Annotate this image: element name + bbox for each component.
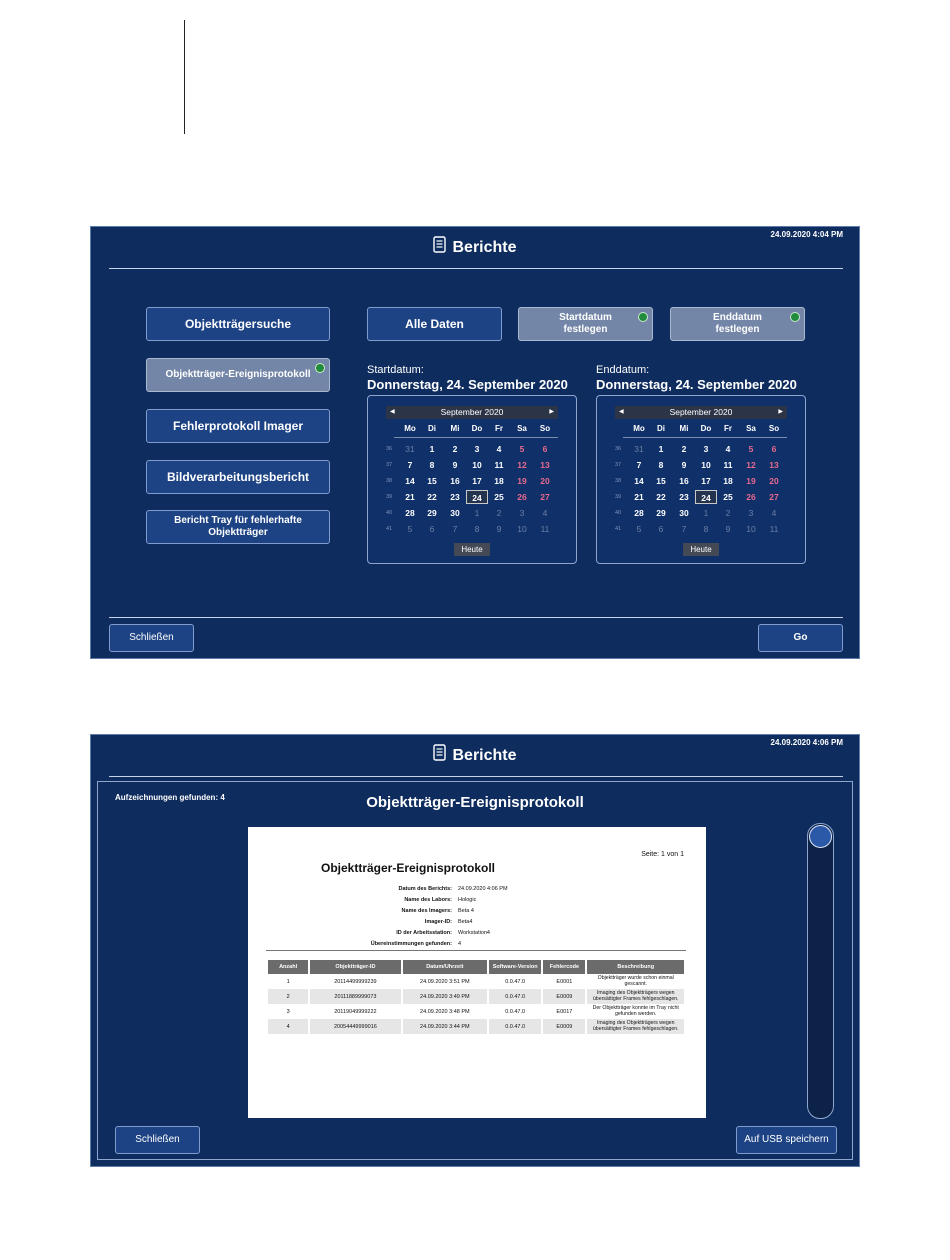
calendar-day[interactable]: 24 <box>695 490 717 504</box>
calendar-day[interactable]: 8 <box>474 524 480 534</box>
table-cell: 3 <box>286 1008 290 1015</box>
calendar-day[interactable]: 30 <box>450 508 460 518</box>
calendar-day[interactable]: 5 <box>748 444 754 454</box>
window-title-text: Berichte <box>452 747 517 765</box>
calendar-day[interactable]: 4 <box>725 444 731 454</box>
calendar-day[interactable]: 27 <box>769 492 779 502</box>
table-cell: E0001 <box>556 978 573 985</box>
week-number: 37 <box>386 462 393 468</box>
set-end-date-button[interactable] <box>670 307 805 341</box>
table-cell: Objektträger wurde schon einmal gescannt. <box>597 974 674 987</box>
calendar-month: September 2020 <box>440 407 504 417</box>
calendar-day[interactable]: 14 <box>405 476 415 486</box>
calendar-day[interactable]: 16 <box>679 476 689 486</box>
status-indicator <box>315 363 325 373</box>
calendar-day[interactable]: 19 <box>517 476 527 486</box>
calendar-day[interactable]: 16 <box>450 476 460 486</box>
report-divider <box>266 950 686 951</box>
weekday-header: Fr <box>724 424 732 433</box>
footer-divider <box>109 617 843 618</box>
week-number: 38 <box>386 478 393 484</box>
close-button[interactable]: Schließen <box>115 1126 200 1154</box>
all-dates-button[interactable]: Alle Daten <box>367 307 502 341</box>
meta-key: Name des Imagers: <box>401 908 452 914</box>
calendar-day[interactable]: 17 <box>472 476 482 486</box>
calendar-day[interactable]: 1 <box>429 444 435 454</box>
meta-value: 4 <box>458 941 462 947</box>
table-cell: 0.0.47.0 <box>505 978 526 985</box>
meta-key: ID der Arbeitsstation: <box>396 930 452 936</box>
calendar-day[interactable]: 23 <box>679 492 689 502</box>
calendar-day[interactable]: 30 <box>679 508 689 518</box>
end-date-calendar <box>596 395 806 564</box>
calendar-day[interactable]: 11 <box>769 524 779 534</box>
calendar-day[interactable]: 23 <box>450 492 460 502</box>
calendar-day[interactable]: 11 <box>723 460 733 470</box>
page-margin-rule <box>184 20 185 134</box>
table-cell: Imaging des Objektträgers wegen übersättigter Frames fehlgeschlagen. <box>587 989 684 1004</box>
week-number: 39 <box>386 494 393 500</box>
report-title: Objektträger-Ereignisprotokoll <box>320 861 496 875</box>
calendar-day[interactable]: 11 <box>540 524 550 534</box>
meta-key: Übereinstimmungen gefunden: <box>370 941 452 947</box>
calendar-day[interactable]: 19 <box>746 476 756 486</box>
calendar-day[interactable]: 29 <box>656 508 666 518</box>
calendar-day[interactable]: 5 <box>636 524 642 534</box>
today-button[interactable]: Heute <box>683 543 719 556</box>
sidebar-item-2[interactable] <box>146 358 330 392</box>
weekday-header: Di <box>428 424 436 433</box>
calendar-divider <box>394 437 558 438</box>
sidebar-item-label: Fehlerprotokoll Imager <box>172 418 304 433</box>
table-row <box>268 974 684 989</box>
calendar-day[interactable]: 7 <box>636 460 642 470</box>
table-cell: 1 <box>286 978 290 985</box>
calendar-day[interactable]: 18 <box>723 476 733 486</box>
set-start-date-button[interactable] <box>518 307 653 341</box>
calendar-day[interactable]: 8 <box>429 460 435 470</box>
meta-value: Beta 4 <box>458 908 474 914</box>
calendar-day[interactable]: 20 <box>540 476 550 486</box>
calendar-day[interactable]: 5 <box>407 524 413 534</box>
table-cell: 24.09.2020 3:49 PM <box>403 989 487 1004</box>
calendar-day[interactable]: 3 <box>474 444 480 454</box>
calendar-day[interactable]: 10 <box>472 460 482 470</box>
page-number: Seite: 1 von 1 <box>641 851 684 858</box>
sidebar-item-3[interactable] <box>146 409 330 443</box>
calendar-day[interactable]: 29 <box>427 508 437 518</box>
table-row <box>268 1019 684 1034</box>
table-header-cell: Beschreibung <box>587 960 684 974</box>
weekday-header: Sa <box>746 424 756 433</box>
weekday-header: Sa <box>517 424 527 433</box>
window-title-text: Berichte <box>452 239 517 257</box>
title-divider <box>109 776 843 777</box>
calendar-day[interactable]: 9 <box>725 524 731 534</box>
meta-value: 24.09.2020 4:06 PM <box>458 886 508 892</box>
start-date-calendar <box>367 395 577 564</box>
next-month-icon[interactable]: ▶ <box>778 409 783 415</box>
weekday-header: Mi <box>679 424 689 433</box>
table-cell: E0009 <box>543 1019 585 1034</box>
table-cell: 0.0.47.0 <box>489 989 541 1004</box>
weekday-header: Di <box>657 424 665 433</box>
prev-month-icon[interactable]: ◀ <box>390 409 395 415</box>
clock: 24.09.2020 4:06 PM <box>770 738 843 747</box>
week-number: 36 <box>615 446 622 452</box>
weekday-header: Mo <box>404 424 416 433</box>
go-button[interactable]: Go <box>758 624 843 652</box>
calendar-day[interactable]: 31 <box>634 444 644 454</box>
calendar-day[interactable]: 18 <box>494 476 504 486</box>
calendar-day[interactable]: 27 <box>540 492 550 502</box>
meta-key: Datum des Berichts: <box>398 886 452 892</box>
weekday-header: Do <box>700 424 712 433</box>
title-divider <box>109 268 843 269</box>
calendar-divider <box>623 437 787 438</box>
calendar-day[interactable]: 12 <box>517 460 527 470</box>
scrollbar-thumb[interactable] <box>809 825 832 848</box>
week-number: 41 <box>386 526 393 532</box>
week-number: 41 <box>615 526 622 532</box>
calendar-day[interactable]: 26 <box>746 492 756 502</box>
calendar-day[interactable]: 22 <box>427 492 437 502</box>
table-header-cell: Fehlercode <box>543 960 585 974</box>
calendar-header <box>615 406 787 419</box>
calendar-day[interactable]: 25 <box>723 492 733 502</box>
week-number: 38 <box>615 478 622 484</box>
scrollbar-track[interactable] <box>807 823 834 1119</box>
calendar-month: September 2020 <box>669 407 733 417</box>
calendar-day[interactable]: 9 <box>496 524 502 534</box>
calendar-day[interactable]: 11 <box>494 460 504 470</box>
meta-value: Beta4 <box>458 919 473 925</box>
report-icon <box>433 236 446 258</box>
weekday-header: So <box>539 424 551 433</box>
weekday-header: Mi <box>450 424 460 433</box>
reports-panel-event-log <box>90 734 860 1167</box>
calendar-day[interactable]: 4 <box>496 444 502 454</box>
week-number: 36 <box>386 446 393 452</box>
window-title <box>91 237 859 259</box>
calendar-day[interactable]: 13 <box>540 460 550 470</box>
clock: 24.09.2020 4:04 PM <box>770 230 843 239</box>
calendar-day[interactable]: 9 <box>452 460 458 470</box>
table-cell: 0.0.47.0 <box>489 1019 541 1034</box>
window-title <box>91 745 859 767</box>
status-indicator <box>638 312 648 322</box>
calendar-day[interactable]: 8 <box>703 524 709 534</box>
table-header-cell: Anzahl <box>268 960 308 974</box>
calendar-day[interactable]: 28 <box>405 508 415 518</box>
table-header-cell: Datum/Uhrzeit <box>403 960 487 974</box>
calendar-day[interactable]: 3 <box>748 508 754 518</box>
next-month-icon[interactable]: ▶ <box>549 409 554 415</box>
start-date-label: Startdatum: <box>367 364 424 376</box>
table-cell: 20119049999222 <box>334 1008 377 1015</box>
table-cell: 20054449999016 <box>310 1019 400 1034</box>
sidebar-item-label: Bildverarbeitungsbericht <box>166 469 310 484</box>
calendar-day[interactable]: 2 <box>496 508 502 518</box>
table-cell: E0017 <box>556 1008 573 1015</box>
table-cell: 20111889999073 <box>310 989 400 1004</box>
calendar-day[interactable]: 6 <box>771 444 777 454</box>
sidebar-item-4[interactable] <box>146 460 330 494</box>
meta-key: Name des Labors: <box>404 897 452 903</box>
save-to-usb-button[interactable]: Auf USB speichern <box>736 1126 837 1154</box>
calendar-day[interactable]: 1 <box>658 444 664 454</box>
today-button[interactable]: Heute <box>454 543 490 556</box>
calendar-day[interactable]: 1 <box>703 508 709 518</box>
calendar-day[interactable]: 10 <box>701 460 711 470</box>
report-subtitle: Objektträger-Ereignisprotokoll <box>366 794 584 811</box>
calendar-day[interactable]: 2 <box>725 508 731 518</box>
sidebar-item-label: Bericht Tray für fehlerhafte Objektträger <box>174 515 302 538</box>
calendar-day[interactable]: 3 <box>519 508 525 518</box>
table-header-cell: Objektträger-ID <box>310 960 400 974</box>
table-row <box>268 1004 684 1019</box>
table-cell: E0009 <box>543 989 585 1004</box>
calendar-day[interactable]: 9 <box>681 460 687 470</box>
prev-month-icon[interactable]: ◀ <box>619 409 624 415</box>
status-indicator <box>790 312 800 322</box>
calendar-day[interactable]: 8 <box>658 460 664 470</box>
records-found: Aufzeichnungen gefunden: 4 <box>115 793 225 802</box>
table-cell: 2 <box>268 989 308 1004</box>
calendar-day[interactable]: 10 <box>517 524 527 534</box>
set-end-date-label: Enddatum festlegen <box>713 312 762 335</box>
weekday-header: So <box>768 424 780 433</box>
calendar-day[interactable]: 7 <box>681 524 687 534</box>
weekday-header: Do <box>471 424 483 433</box>
calendar-day[interactable]: 24 <box>466 490 488 504</box>
calendar-day[interactable]: 15 <box>427 476 437 486</box>
weekday-header: Fr <box>495 424 503 433</box>
reports-panel-date-selection <box>90 226 860 659</box>
report-icon <box>433 744 446 766</box>
calendar-day[interactable]: 14 <box>634 476 644 486</box>
calendar-day[interactable]: 2 <box>452 444 458 454</box>
sidebar-item-label: Objektträgersuche <box>184 316 292 331</box>
week-number: 37 <box>615 462 622 468</box>
calendar-day[interactable]: 26 <box>517 492 527 502</box>
table-cell: Der Objektträger konnte im Tray nicht gefunden werden. <box>592 1004 679 1017</box>
weekday-header: Mo <box>633 424 645 433</box>
calendar-day[interactable]: 7 <box>452 524 458 534</box>
calendar-day[interactable]: 3 <box>703 444 709 454</box>
calendar-day[interactable]: 1 <box>474 508 480 518</box>
set-start-date-label: Startdatum festlegen <box>559 312 612 335</box>
event-table <box>266 960 686 1034</box>
calendar-day[interactable]: 4 <box>542 508 548 518</box>
calendar-day[interactable]: 2 <box>681 444 687 454</box>
table-cell: 0.0.47.0 <box>505 1008 526 1015</box>
close-button[interactable]: Schließen <box>109 624 194 652</box>
week-number: 40 <box>386 510 393 516</box>
calendar-day[interactable]: 13 <box>769 460 779 470</box>
meta-value: Hologic <box>458 897 477 903</box>
end-date-label: Enddatum: <box>596 364 650 376</box>
calendar-day[interactable]: 6 <box>542 444 548 454</box>
week-number: 40 <box>615 510 622 516</box>
calendar-day[interactable]: 25 <box>494 492 504 502</box>
calendar-day[interactable]: 22 <box>656 492 666 502</box>
sidebar-item-1[interactable] <box>146 307 330 341</box>
table-cell: 24.09.2020 3:44 PM <box>403 1019 487 1034</box>
calendar-day[interactable]: 17 <box>701 476 711 486</box>
table-cell: 24.09.2020 3:48 PM <box>420 1008 470 1015</box>
calendar-day[interactable]: 6 <box>658 524 664 534</box>
table-cell: 24.09.2020 3:51 PM <box>420 978 470 985</box>
sidebar-item-label: Objektträger-Ereignisprotokoll <box>165 369 311 380</box>
start-date-value: Donnerstag, 24. September 2020 <box>367 377 568 392</box>
calendar-day[interactable]: 21 <box>405 492 415 502</box>
end-date-value: Donnerstag, 24. September 2020 <box>596 377 797 392</box>
report-document <box>248 827 706 1118</box>
sidebar-item-5[interactable] <box>146 510 330 544</box>
table-cell: 4 <box>268 1019 308 1034</box>
calendar-day[interactable]: 5 <box>519 444 525 454</box>
week-number: 39 <box>615 494 622 500</box>
calendar-day[interactable]: 10 <box>746 524 756 534</box>
calendar-day[interactable]: 31 <box>405 444 415 454</box>
calendar-day[interactable]: 4 <box>771 508 777 518</box>
meta-value: Workstation4 <box>458 930 490 936</box>
table-cell: 20114499999239 <box>334 978 377 985</box>
calendar-day[interactable]: 15 <box>656 476 666 486</box>
calendar-day[interactable]: 21 <box>634 492 644 502</box>
meta-key: Imager-ID: <box>424 919 452 925</box>
table-cell: Imaging des Objektträgers wegen übersättigter Frames fehlgeschlagen. <box>587 1019 684 1034</box>
calendar-day[interactable]: 28 <box>634 508 644 518</box>
calendar-day[interactable]: 12 <box>746 460 756 470</box>
calendar-header <box>386 406 558 419</box>
calendar-day[interactable]: 6 <box>429 524 435 534</box>
table-row <box>268 989 684 1004</box>
calendar-day[interactable]: 20 <box>769 476 779 486</box>
table-header-cell: Software-Version <box>489 960 541 974</box>
calendar-day[interactable]: 7 <box>407 460 413 470</box>
